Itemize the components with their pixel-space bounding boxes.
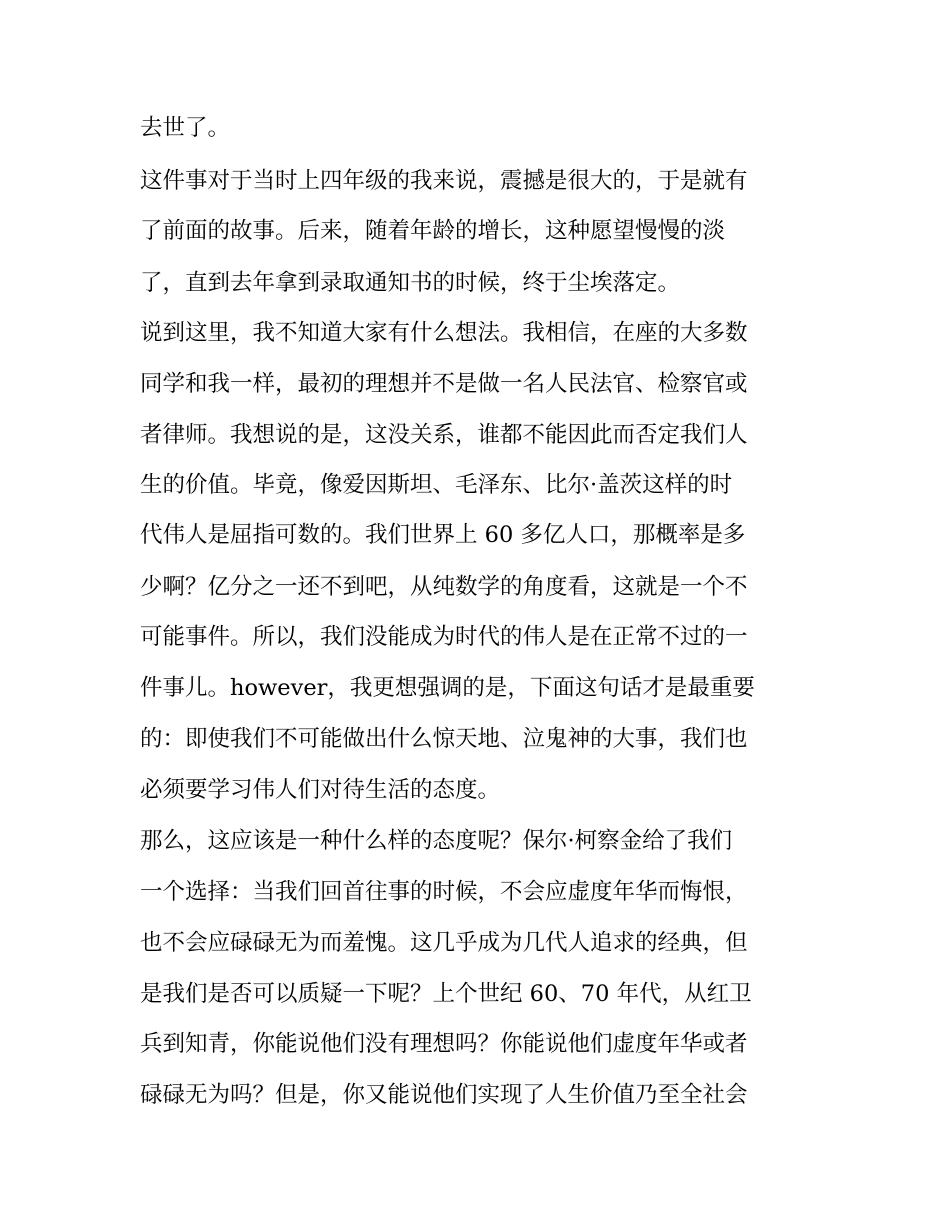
text-line: 同学和我一样，最初的理想并不是做一名人民法官、检察官或 — [140, 371, 748, 397]
text-line: 件事儿。however，我更想强调的是，下面这句话才是最重要 — [140, 675, 755, 701]
text-line: 是我们是否可以质疑一下呢？上个世纪 60、70 年代，从红卫 — [140, 981, 752, 1007]
text-line: 兵到知青，你能说他们没有理想吗？你能说他们虚度年华或者 — [140, 1031, 748, 1057]
text-line: 生的价值。毕竟，像爱因斯坦、毛泽东、比尔·盖茨这样的时 — [140, 472, 733, 498]
text-line: 可能事件。所以，我们没能成为时代的伟人是在正常不过的一 — [140, 624, 748, 650]
text-line: 碌碌无为吗？但是，你又能说他们实现了人生价值乃至全社会 — [140, 1082, 748, 1108]
text-line: 的：即使我们不可能做出什么惊天地、泣鬼神的大事，我们也 — [140, 726, 748, 752]
text-line: 代伟人是屈指可数的。我们世界上 60 多亿人口，那概率是多 — [140, 522, 746, 548]
text-line: 必须要学习伟人们对待生活的态度。 — [140, 777, 501, 803]
text-line: 者律师。我想说的是，这没关系，谁都不能因此而否定我们人 — [140, 422, 748, 448]
text-line: 那么，这应该是一种什么样的态度呢？保尔·柯察金给了我们 — [140, 828, 733, 854]
text-line: 了前面的故事。后来，随着年龄的增长，这种愿望慢慢的淡 — [140, 218, 726, 244]
text-line: 这件事对于当时上四年级的我来说，震撼是很大的，于是就有 — [140, 168, 748, 194]
text-line: 也不会应碌碌无为而羞愧。这几乎成为几代人追求的经典，但 — [140, 930, 748, 956]
text-line: 了，直到去年拿到录取通知书的时候，终于尘埃落定。 — [140, 270, 681, 296]
text-line: 去世了。 — [140, 115, 231, 141]
text-line: 少啊？亿分之一还不到吧，从纯数学的角度看，这就是一个不 — [140, 574, 748, 600]
text-line: 说到这里，我不知道大家有什么想法。我相信，在座的大多数 — [140, 320, 748, 346]
text-line: 一个选择：当我们回首往事的时候，不会应虚度年华而悔恨， — [140, 879, 748, 905]
